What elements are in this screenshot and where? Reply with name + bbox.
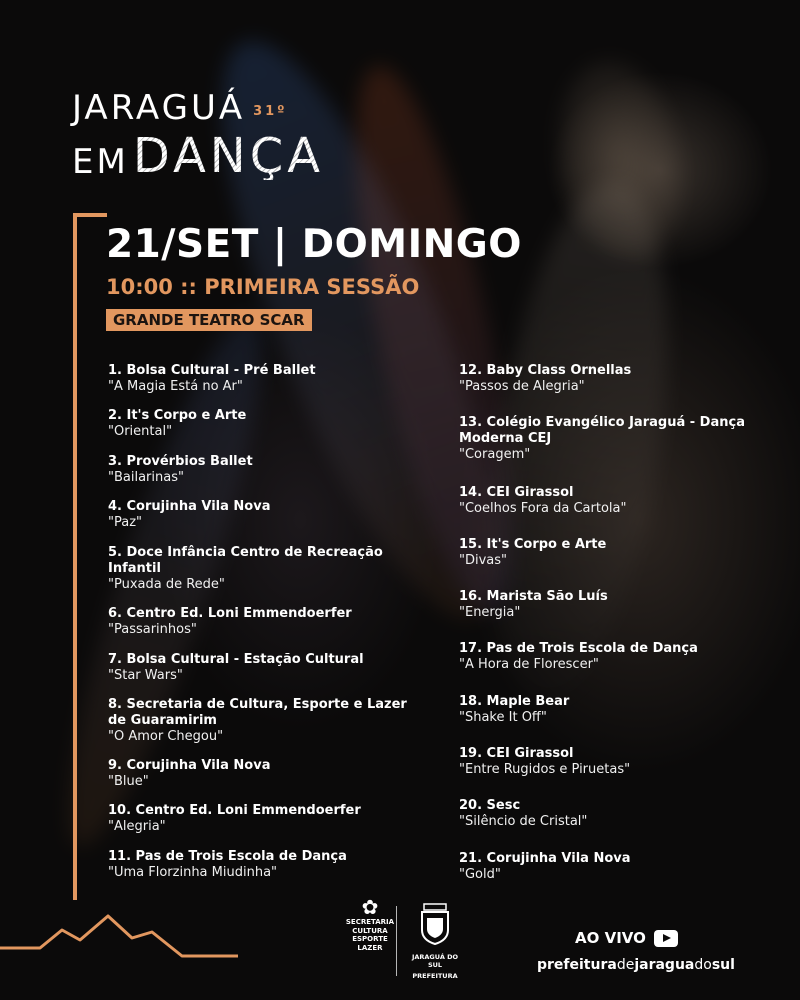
prefeitura-label: PREFEITURA (412, 972, 458, 980)
prefeitura-crest-icon (418, 902, 452, 946)
program-item (108, 454, 408, 486)
program-item (459, 485, 781, 517)
logo-separator (396, 906, 397, 976)
program-item (459, 746, 781, 778)
group-name: 3. Provérbios Ballet (108, 454, 253, 469)
accent-line-vertical (73, 213, 77, 900)
accent-line-horizontal (73, 213, 107, 217)
work-title: "Divas" (459, 553, 508, 568)
group-name: 17. Pas de Trois Escola de Dança (459, 641, 698, 656)
group-name: 10. Centro Ed. Loni Emmendoerfer (108, 803, 361, 818)
work-title: "Oriental" (108, 424, 173, 439)
work-title: "Silêncio de Cristal" (459, 814, 588, 829)
program-item (459, 694, 781, 726)
website-link[interactable] (537, 957, 735, 973)
work-title: "Uma Florzinha Miudinha" (108, 865, 278, 880)
program-item (108, 408, 408, 440)
prefeitura-name: JARAGUÁ DO SUL (411, 953, 459, 969)
program-item (108, 545, 408, 593)
group-name: 13. Colégio Evangélico Jaraguá - Dança Moderna CEJ (459, 415, 745, 446)
program-item (459, 363, 781, 395)
live-label: AO VIVO (575, 929, 646, 947)
program-item (108, 652, 408, 684)
logo-jaragua: JARAGUÁ (72, 88, 246, 128)
site-part: prefeitura (537, 957, 617, 973)
secretaria-line: CULTURA (352, 926, 388, 935)
group-name: 8. Secretaria de Cultura, Esporte e Lazer de Guaramirim (108, 697, 407, 728)
work-title: "Gold" (459, 867, 501, 882)
youtube-play-icon (654, 930, 678, 947)
program-item (108, 606, 408, 638)
logo-edition: 31º (253, 104, 288, 119)
work-title: "Energia" (459, 605, 521, 620)
group-name: 7. Bolsa Cultural - Estação Cultural (108, 652, 364, 667)
work-title: "Shake It Off" (459, 710, 547, 725)
logo-danca: DANÇA (132, 128, 325, 184)
work-title: "Coelhos Fora da Cartola" (459, 501, 627, 516)
program-item (459, 641, 781, 673)
work-title: "Star Wars" (108, 668, 183, 683)
group-name: 12. Baby Class Ornellas (459, 363, 632, 378)
group-name: 21. Corujinha Vila Nova (459, 851, 631, 866)
program-item (459, 415, 781, 463)
program-item (108, 363, 408, 395)
work-title: "Passos de Alegria" (459, 379, 585, 394)
program-item (108, 697, 408, 745)
work-title: "A Hora de Florescer" (459, 657, 599, 672)
work-title: "Entre Rugidos e Piruetas" (459, 762, 631, 777)
work-title: "O Amor Chegou" (108, 729, 224, 744)
group-name: 16. Marista São Luís (459, 589, 608, 604)
program-item (459, 537, 781, 569)
event-date: 21/SET | DOMINGO (106, 222, 522, 267)
group-name: 4. Corujinha Vila Nova (108, 499, 271, 514)
work-title: "Paz" (108, 515, 143, 530)
site-part: jaragua (634, 957, 695, 973)
program-item (459, 798, 781, 830)
secretaria-logo (338, 896, 402, 952)
group-name: 18. Maple Bear (459, 694, 570, 709)
program-item (459, 851, 781, 883)
group-name: 14. CEI Girassol (459, 485, 574, 500)
site-part: do (694, 957, 712, 973)
venue-badge: GRANDE TEATRO SCAR (106, 309, 312, 331)
group-name: 15. It's Corpo e Arte (459, 537, 607, 552)
work-title: "Alegria" (108, 819, 166, 834)
site-part: sul (711, 957, 735, 973)
site-part: de (616, 957, 635, 973)
program-item (459, 589, 781, 621)
group-name: 19. CEI Girassol (459, 746, 574, 761)
group-name: 11. Pas de Trois Escola de Dança (108, 849, 347, 864)
secretaria-line: SECRETARIA (345, 918, 395, 926)
group-name: 9. Corujinha Vila Nova (108, 758, 271, 773)
group-name: 20. Sesc (459, 798, 521, 813)
session-time: 10:00 :: PRIMEIRA SESSÃO (106, 275, 420, 299)
partner-logos (338, 896, 458, 986)
work-title: "Blue" (108, 774, 149, 789)
program-item (108, 758, 408, 790)
mountains-icon (0, 908, 240, 970)
work-title: "Passarinhos" (108, 622, 197, 637)
group-name: 6. Centro Ed. Loni Emmendoerfer (108, 606, 352, 621)
live-link[interactable] (575, 929, 678, 947)
program-item (108, 803, 408, 835)
secretaria-line: LAZER (357, 943, 383, 952)
group-name: 1. Bolsa Cultural - Pré Ballet (108, 363, 316, 378)
group-name: 2. It's Corpo e Arte (108, 408, 247, 423)
secretaria-mark-icon: ✿ (361, 895, 379, 919)
program-item (108, 849, 408, 881)
program-item (108, 499, 408, 531)
secretaria-line: ESPORTE (352, 935, 388, 943)
group-name: 5. Doce Infância Centro de Recreação Infantil (108, 545, 383, 576)
prefeitura-logo (404, 902, 466, 980)
event-logo (72, 88, 325, 184)
work-title: "Coragem" (459, 447, 531, 462)
work-title: "A Magia Está no Ar" (108, 379, 243, 394)
work-title: "Puxada de Rede" (108, 577, 225, 592)
logo-em: EM (72, 142, 129, 182)
work-title: "Bailarinas" (108, 470, 184, 485)
